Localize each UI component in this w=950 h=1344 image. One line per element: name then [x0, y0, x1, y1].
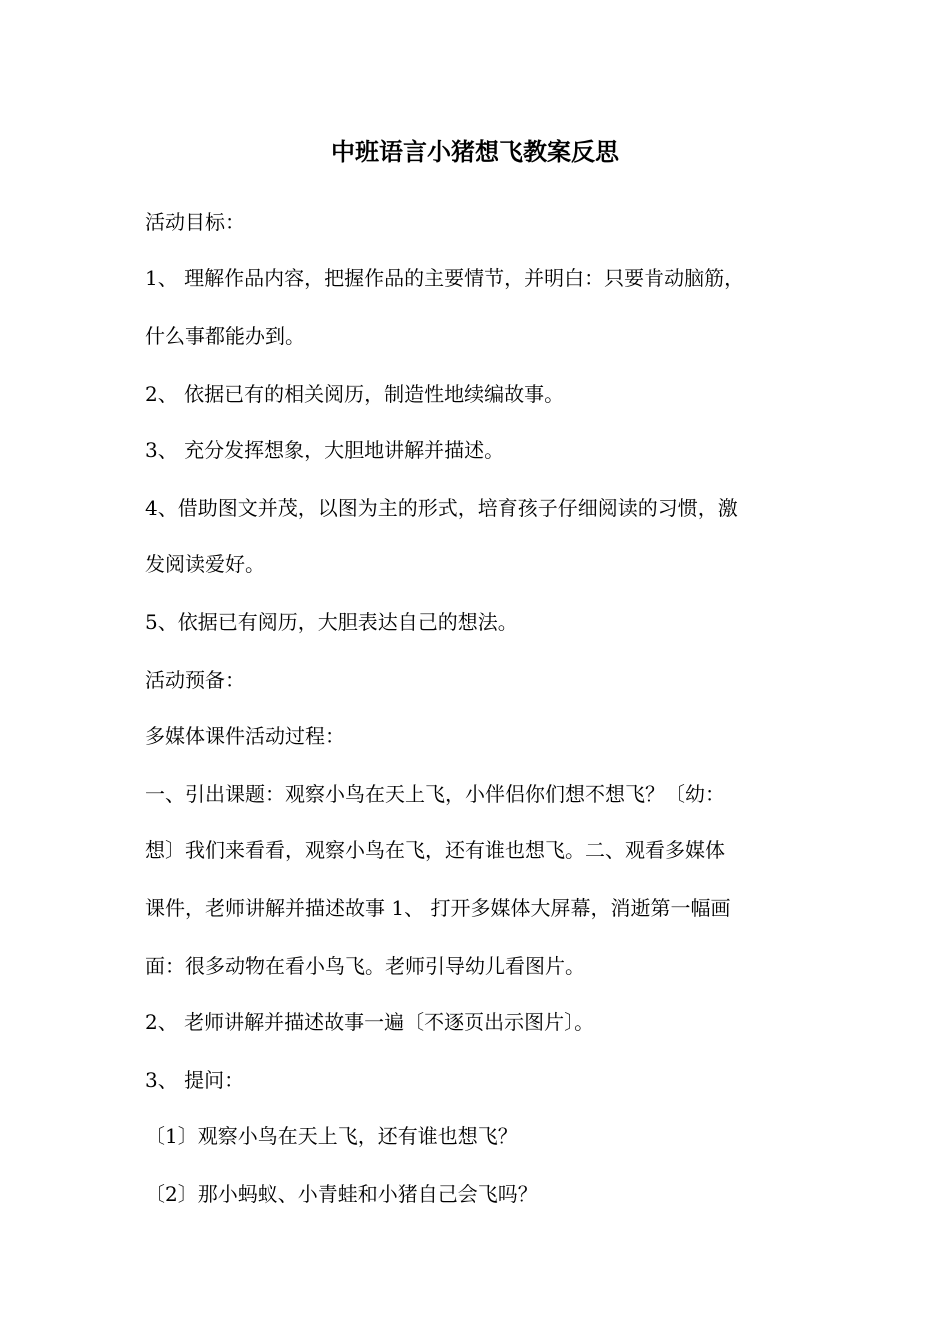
- text-line-process-heading: 多媒体课件活动过程：: [145, 724, 345, 748]
- text-line-goal-1: 1、 理解作品内容，把握作品的主要情节，并明白：只要肯动脑筋，: [145, 266, 745, 290]
- text-line-goal-1-cont: 什么事都能办到。: [145, 324, 305, 348]
- text-line-question-2: 〔2〕那小蚂蚁、小青蛙和小猪自己会飞吗？: [145, 1182, 538, 1206]
- text-line-substep-2: 2、 老师讲解并描述故事一遍〔不逐页出示图片〕。: [145, 1010, 595, 1034]
- text-line-goal-5: 5、依据已有阅历，大胆表达自己的想法。: [145, 610, 518, 634]
- text-line-goal-4-cont: 发阅读爱好。: [145, 552, 265, 576]
- text-line-goal-4: 4、借助图文并茂，以图为主的形式，培育孩子仔细阅读的习惯，激: [145, 496, 738, 520]
- text-line-step-2: 课件，老师讲解并描述故事 1、 打开多媒体大屏幕，消逝第一幅画: [145, 896, 731, 920]
- text-line-step-1: 一、引出课题：观察小鸟在天上飞，小伴侣你们想不想飞？〔幼：: [145, 782, 725, 806]
- text-line-goals-heading: 活动目标：: [145, 210, 245, 234]
- text-line-substep-3: 3、 提问：: [145, 1068, 245, 1092]
- text-line-prep-heading: 活动预备：: [145, 668, 245, 692]
- text-line-goal-3: 3、 充分发挥想象，大胆地讲解并描述。: [145, 438, 505, 462]
- document-title: 中班语言小猪想飞教案反思: [331, 138, 619, 166]
- text-line-question-1: 〔1〕观察小鸟在天上飞，还有谁也想飞？: [145, 1124, 518, 1148]
- text-line-step-1-cont: 想〕我们来看看，观察小鸟在飞，还有谁也想飞。二、观看多媒体: [145, 838, 725, 862]
- text-line-step-2-cont: 面：很多动物在看小鸟飞。老师引导幼儿看图片。: [145, 954, 585, 978]
- text-line-goal-2: 2、 依据已有的相关阅历，制造性地续编故事。: [145, 382, 565, 406]
